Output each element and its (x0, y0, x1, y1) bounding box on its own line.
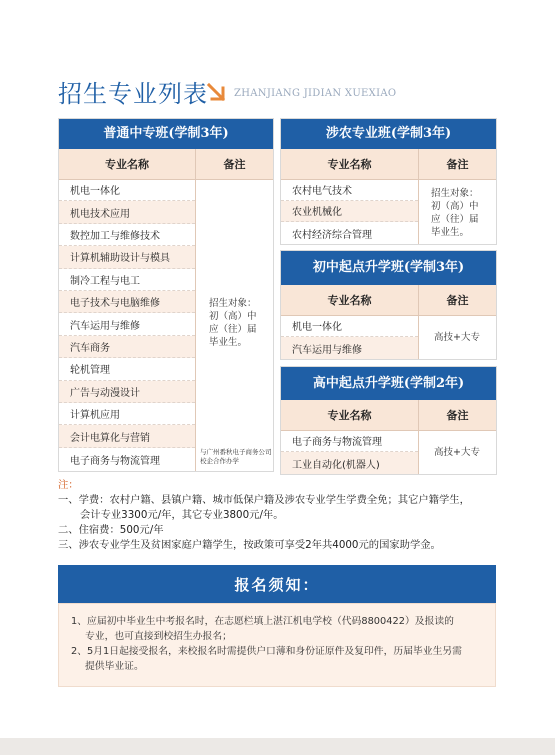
table-row: 数控加工与维修技术 (59, 224, 195, 246)
notes-item-3: 三、涉农专业学生及贫困家庭户籍学生，按政策可享受2年共4000元的国家助学金。 (58, 539, 441, 551)
arrow-down-right-icon (206, 82, 228, 104)
registration-body (58, 603, 496, 687)
table-senior (280, 366, 497, 475)
table-row: 电子商务与物流管理 (70, 455, 160, 467)
table-general-partner-note: 与广州番秋电子商务公司校企合作办学 (200, 448, 272, 465)
page-subtitle: ZHANJIANG JIDIAN XUEXIAO (234, 88, 397, 99)
table-row: 农村电气技术 (281, 179, 418, 201)
table-row: 计算机辅助设计与模具 (59, 246, 195, 268)
col-major-header: 专业名称 (327, 409, 372, 422)
page-title: 招生专业列表 (58, 80, 208, 108)
table-row: 机电一体化 (59, 179, 195, 201)
col-note-header: 备注 (195, 149, 273, 179)
table-general-header (59, 149, 273, 180)
table-general (58, 118, 274, 472)
column-divider (418, 179, 419, 244)
table-row: 机电一体化 (281, 315, 418, 337)
table-senior-heading: 高中起点升学班(学制2年) (281, 367, 496, 400)
table-row: 工业自动化(机器人) (281, 452, 418, 474)
table-row: 会计电算化与营销 (59, 425, 195, 447)
registration-heading: 报名须知： (58, 565, 496, 603)
bottom-strip (0, 738, 555, 755)
registration-item-1: 1、应届初中毕业生中考报名时，在志愿栏填上湛江机电学校（代码8800422）及报读的 (71, 616, 454, 627)
table-junior-heading: 初中起点升学班(学制3年) (281, 251, 496, 285)
notes-item-1: 一、学费：农村户籍、县镇户籍、城市低保户籍及涉农专业学生学费全免；其它户籍学生， (58, 494, 470, 506)
table-senior-header (281, 400, 496, 431)
table-row: 汽车运用与维修 (281, 337, 418, 359)
col-major-header: 专业名称 (327, 158, 372, 171)
registration-item-1-cont: 专业，也可直接到校招生办报名； (85, 631, 232, 642)
col-major-header: 专业名称 (327, 294, 372, 307)
table-row: 汽车运用与维修 (59, 313, 195, 335)
table-row: 轮机管理 (59, 358, 195, 380)
table-agri-header (281, 149, 496, 180)
table-row: 汽车商务 (59, 336, 195, 358)
table-general-heading: 普通中专班(学制3年) (59, 119, 273, 149)
table-general-note: 招生对象：初（高）中应（往）届毕业生。 (209, 298, 257, 348)
table-junior-header (281, 285, 496, 316)
fee-notes (58, 478, 508, 553)
table-row: 广告与动漫设计 (59, 381, 195, 403)
table-agri-heading: 涉农专业班(学制3年) (281, 119, 496, 149)
table-junior-note: 高技+大专 (434, 332, 480, 343)
col-note-header: 备注 (418, 285, 496, 315)
table-row: 电子商务与物流管理 (281, 430, 418, 452)
table-row: 机电技术应用 (59, 201, 195, 223)
col-note-header: 备注 (418, 149, 496, 179)
table-senior-note: 高技+大专 (434, 447, 480, 458)
table-row: 计算机应用 (59, 403, 195, 425)
table-row: 制冷工程与电工 (59, 269, 195, 291)
table-row: 电子技术与电脑维修 (59, 291, 195, 313)
col-note-header: 备注 (418, 400, 496, 430)
table-agri-note: 招生对象：初（高）中应（往）届毕业生。 (431, 188, 479, 238)
table-junior (280, 250, 497, 360)
column-divider (195, 179, 196, 471)
table-row: 农村经济综合管理 (292, 229, 372, 241)
registration-item-2-cont: 提供毕业证。 (85, 661, 144, 672)
col-major-header: 专业名称 (105, 158, 149, 171)
table-agri (280, 118, 497, 245)
notes-item-2: 二、住宿费：500元/年 (58, 524, 164, 536)
notes-item-1-cont: 会计专业3300元/年，其它专业3800元/年。 (80, 509, 284, 521)
notes-label: 注： (58, 479, 79, 491)
table-row: 农业机械化 (281, 201, 418, 223)
registration-item-2: 2、5月1日起接受报名，来校报名时需提供户口薄和身份证原件及复印件，历届毕业生另需 (71, 646, 462, 657)
